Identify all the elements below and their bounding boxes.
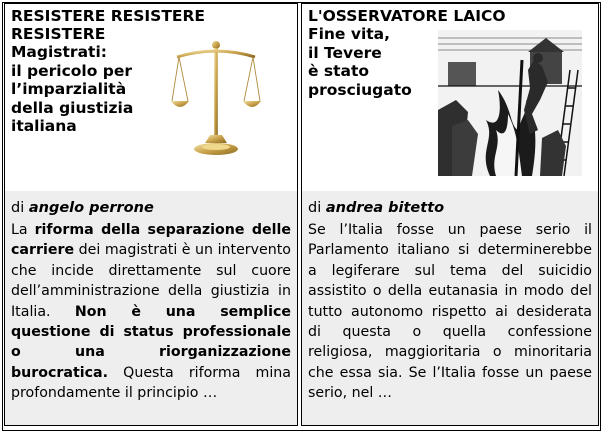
excerpt-segment: Se l’Italia fosse un paese serio il Parlamento italiano si determinerebbe a legiferare sul tema del suicidio assistito o della eutanasia in modo del tutto autonomo rispetto ai desiderata di questa o quella confessione religiosa, maggioritaria o minoritaria che essa sia. Se l’Italia fosse un paese serio, nel …: [308, 222, 592, 402]
title-line: il pericolo per: [11, 61, 133, 80]
title-line: il Tevere: [308, 43, 382, 62]
title-line: Magistrati:: [11, 43, 107, 61]
title-line: della giustizia: [11, 98, 134, 117]
article-excerpt: [11, 220, 291, 404]
column-heading: [11, 7, 205, 43]
article-right-body: [302, 191, 598, 425]
title-line: l’imparzialità: [11, 80, 127, 98]
author-name[interactable]: andrea bitetto: [325, 200, 445, 216]
burning-at-stake-engraving: [438, 30, 582, 176]
article-right-header: [302, 4, 598, 191]
column-heading: [308, 7, 506, 25]
article-excerpt: [308, 220, 592, 404]
article-title[interactable]: [308, 25, 412, 99]
byline-prefix: di: [308, 200, 326, 216]
excerpt-segment-bold: Non è una semplice questione di status professionale o una riorganizzazione burocratica.: [11, 303, 291, 381]
author-name[interactable]: angelo perrone: [28, 200, 154, 216]
title-line: italiana: [11, 117, 77, 135]
title-line: prosciugato: [308, 80, 412, 99]
byline: [11, 200, 154, 216]
heading-line: L'OSSERVATORE LAICO: [308, 7, 506, 25]
article-left-body: [5, 191, 297, 425]
excerpt-segment: Questa riforma mina profondamente il principio …: [11, 364, 291, 402]
title-line: è stato: [308, 62, 370, 80]
heading-line: RESISTERE: [11, 25, 106, 43]
excerpt-segment: La: [11, 222, 35, 238]
article-left[interactable]: [4, 3, 298, 426]
article-right[interactable]: [301, 3, 599, 426]
byline-prefix: di: [11, 200, 29, 216]
article-title[interactable]: [11, 43, 133, 136]
title-line: Fine vita,: [308, 25, 391, 43]
scales-of-justice-icon: [171, 39, 261, 159]
excerpt-segment-bold: riforma della separazione delle carriere: [11, 222, 291, 259]
excerpt-segment: dei magistrati è un intervento che incide direttamente sul cuore dell’amministrazione della giustizia in Italia.: [11, 242, 291, 320]
heading-line: RESISTERE RESISTERE: [11, 7, 205, 25]
byline: [308, 200, 444, 216]
article-left-header: [5, 4, 297, 191]
